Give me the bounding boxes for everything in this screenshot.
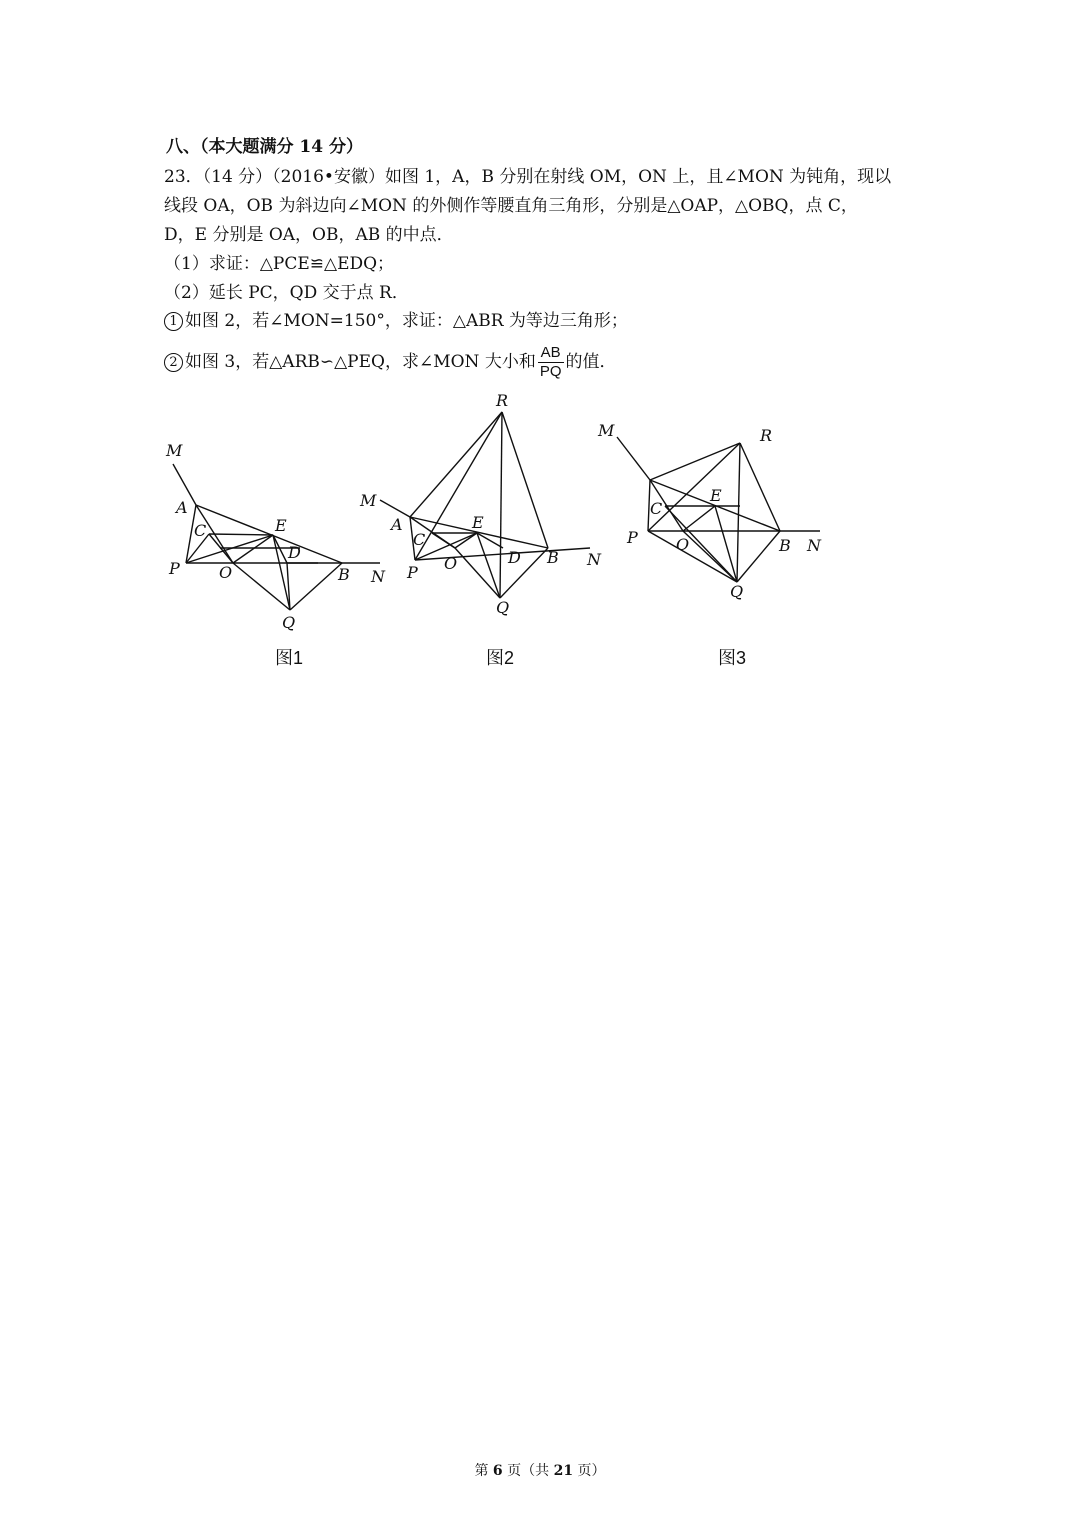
figure-2-caption: 图2: [486, 648, 515, 668]
problem-sub-2-post: 的值．: [565, 352, 617, 372]
fraction-numerator: AB: [538, 344, 564, 363]
problem-part-1: （1）求证：△PCE≌△EDQ；: [164, 254, 395, 274]
problem-sub-1-text: 如图 2，若∠MON=150°，求证：△ABR 为等边三角形；: [185, 311, 628, 331]
fig2-label-p: P: [407, 563, 418, 582]
fig2-label-c: C: [413, 530, 426, 549]
fig1-label-e: E: [275, 516, 287, 535]
fig1-label-b: B: [338, 565, 350, 584]
figure-3-diagram: [617, 437, 820, 582]
problem-line-3: D，E 分别是 OA，OB，AB 的中点．: [164, 225, 454, 245]
fig1-label-q: Q: [282, 613, 296, 632]
figure-3-caption: 图3: [718, 648, 747, 668]
problem-sub-2: [164, 344, 617, 381]
footer-page-number: 6: [492, 1463, 503, 1479]
figure-1-caption: 图1: [275, 648, 304, 668]
fig2-label-m: M: [360, 491, 377, 510]
fig2-label-b: B: [547, 548, 559, 567]
fig1-label-c: C: [194, 521, 207, 540]
fig2-label-r: R: [496, 391, 509, 410]
page-footer: [0, 1460, 1080, 1480]
fig3-label-n: N: [807, 536, 821, 555]
fig3-label-m: M: [598, 421, 615, 440]
fig2-label-a: A: [391, 515, 403, 534]
footer-mid: 页（共: [502, 1463, 554, 1479]
problem-sub-1: [164, 306, 628, 331]
fraction-denominator: PQ: [539, 363, 562, 380]
fig1-label-o: O: [219, 563, 233, 582]
fig3-label-r: R: [760, 426, 773, 445]
section-title: 八、（本大题满分 14 分）: [166, 137, 363, 157]
fig2-label-o: O: [444, 554, 458, 573]
fig3-label-o: O: [676, 535, 690, 554]
footer-post: 页）: [573, 1463, 606, 1479]
fig1-label-m: M: [166, 441, 183, 460]
fraction-ab-over-pq: [538, 344, 564, 381]
problem-line-1: 23．（14 分）（2016•安徽）如图 1，A，B 分别在射线 OM，ON 上，且∠MON 为钝角，现以: [164, 167, 892, 187]
problem-part-2: （2）延长 PC，QD 交于点 R．: [164, 283, 409, 303]
fig3-label-q: Q: [730, 582, 744, 601]
fig3-label-e: E: [710, 486, 722, 505]
footer-pre: 第: [474, 1463, 493, 1479]
fig3-label-c: C: [650, 499, 663, 518]
fig3-label-p: P: [627, 528, 638, 547]
fig2-label-n: N: [587, 550, 601, 569]
problem-line-2: 线段 OA，OB 为斜边向∠MON 的外侧作等腰直角三角形，分别是△OAP，△OBQ，点 C，: [164, 196, 858, 216]
circled-number-2: 2: [164, 353, 183, 372]
fig2-label-e: E: [472, 513, 484, 532]
problem-sub-2-pre: 如图 3，若△ARB∽△PEQ，求∠MON 大小和: [185, 352, 536, 372]
fig2-label-q: Q: [496, 598, 510, 617]
geometry-figures: [0, 380, 1080, 640]
fig1-label-p: P: [169, 559, 180, 578]
fig1-label-d: D: [288, 543, 301, 562]
circled-number-1: 1: [164, 312, 183, 331]
fig1-label-a: A: [176, 498, 188, 517]
fig2-label-d: D: [508, 548, 521, 567]
fig1-label-n: N: [371, 567, 385, 586]
fig3-label-b: B: [779, 536, 791, 555]
footer-total-pages: 21: [553, 1463, 574, 1479]
